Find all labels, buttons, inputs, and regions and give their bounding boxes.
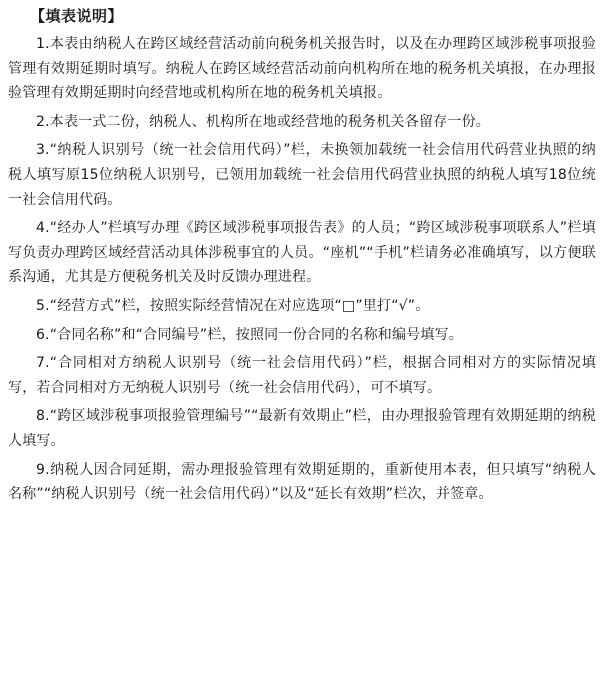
instruction-item-5: 5.“经营方式”栏，按照实际经营情况在对应选项“□”里打“√”。 bbox=[36, 297, 430, 314]
instruction-item-9: 9.纳税人因合同延期，需办理报验管理有效期延期的，重新使用本表，但只填写“纳税人名称”“纳税人识别号（统一社会信用代码）”以及“延长有效期”栏次，并签章。 bbox=[8, 461, 596, 503]
instruction-item-2: 2.本表一式二份，纳税人、机构所在地或经营地的税务机关各留存一份。 bbox=[36, 113, 490, 130]
instruction-item-7: 7.“合同相对方纳税人识别号（统一社会信用代码）”栏，根据合同相对方的实际情况填写，若合同相对方无纳税人识别号（统一社会信用代码），可不填写。 bbox=[8, 355, 596, 396]
instruction-item-1: 1.本表由纳税人在跨区域经营活动前向税务机关报告时，以及在办理跨区域涉税事项报验管理有效期延期时填写。纳税人在跨区域经营活动前向机构所在地的税务机关填报，在办理报验管理有效期延期时向经营地或机构所在地的税务机关填报。 bbox=[8, 36, 596, 102]
instruction-item-6: 6.“合同名称”和“合同编号”栏，按照同一份合同的名称和编号填写。 bbox=[36, 326, 463, 343]
instructions-heading: 【填表说明】 bbox=[30, 7, 124, 25]
instruction-item-8: 8.“跨区域涉税事项报验管理编号”“最新有效期止”栏，由办理报验管理有效期延期的纳税人填写。 bbox=[8, 408, 596, 449]
instruction-item-4: 4.“经办人”栏填写办理《跨区域涉税事项报告表》的人员；“跨区域涉税事项联系人”栏填写负责办理跨区域经营活动具体涉税事宜的人员。“座机”“手机”栏请务必准确填写，以方便联系沟通，尤其是方便税务机关及时反馈办理进程。 bbox=[8, 220, 596, 286]
instruction-item-3: 3.“纳税人识别号（统一社会信用代码）”栏，未换领加载统一社会信用代码营业执照的纳税人填写原15位纳税人识别号，已领用加载统一社会信用代码营业执照的纳税人填写18位统一社会信用代码。 bbox=[8, 142, 596, 208]
